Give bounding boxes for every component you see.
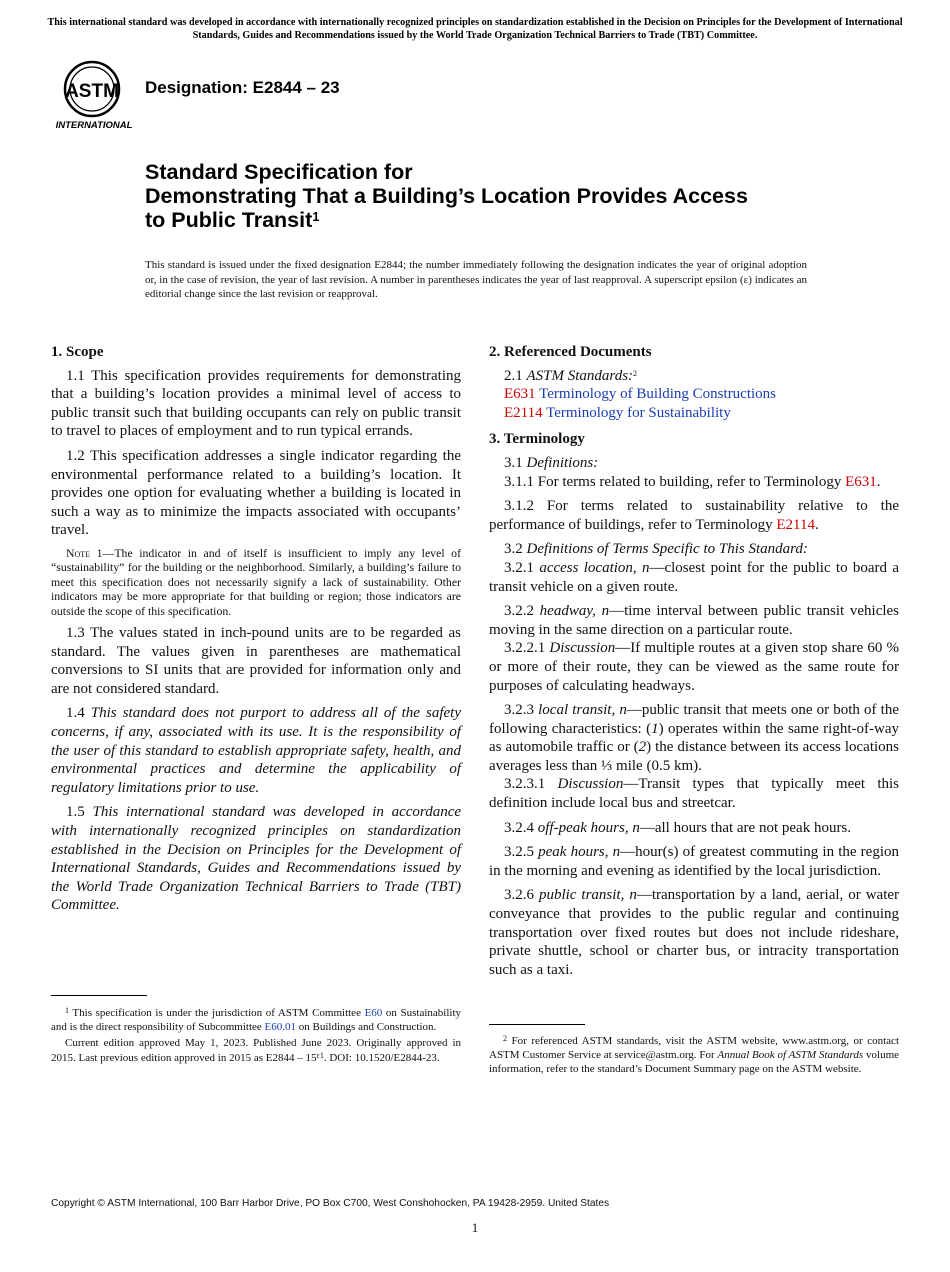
def-number: 3.2.2.1: [504, 640, 546, 657]
note-text: —The indicator in and of itself is insufficient to imply any level of “sustainability” for the building or the neighborhood. Similarly, a building’s failure to meet this specification does not necessarily signify a lack of sustainability. Other indicators may be more appropriate for that building or region; those indicators are outside the scope of this specification.: [51, 545, 461, 618]
para-3-2-label: Definitions of Terms Specific to This Standard:: [526, 541, 808, 558]
def-text: —If multiple routes at a given stop share 60 % or more of their route, they can be viewed as the same route for purposes of calculating headways.: [489, 640, 900, 694]
def-number: 3.2.3: [504, 702, 534, 719]
def-text: —all hours that are not peak hours.: [639, 819, 852, 836]
def-number: 3.2.5: [504, 844, 534, 861]
def-number: 3.2.1: [504, 559, 534, 576]
left-column: [51, 343, 461, 921]
def-term: public transit, n: [538, 887, 637, 904]
astm-logo: [54, 56, 134, 132]
para-1-1: 1.1 This specification provides requirements for demonstrating that a building’s location provides a minimal level of access to public transit such that building occupants can rely on public transit to travel to places of employment and to run typical errands.: [51, 367, 461, 440]
def-text: —closest point for the public to board a transit vehicle on a given route.: [489, 559, 900, 595]
footnote-divider-left: [51, 995, 147, 996]
def-term: off-peak hours, n: [537, 819, 640, 836]
def-term: peak hours, n: [538, 844, 621, 861]
para-3-2: [489, 540, 899, 559]
para-2-1-mark: 2: [633, 368, 638, 378]
header-notice: This international standard was developed in accordance with internationally recognized principles on standardization established in the Decision on Principles for the Development of International Standards, Guides and Recommendations issued by the World Trade Organization Technical Barriers to Trade (TBT) Committee.: [47, 17, 903, 41]
footnote-1: [51, 1006, 461, 1067]
terminology-heading: 3. Terminology: [489, 431, 585, 448]
para-1-5: [51, 803, 461, 915]
para-1-4-number: 1.4: [66, 705, 85, 722]
note-1: [51, 546, 461, 618]
footnote-1-text-a: This specification is under the jurisdiction of ASTM Committee: [72, 1007, 361, 1019]
para-3-1-1-text: 3.1.1 For terms related to building, refer to Terminology: [504, 473, 842, 490]
link-e60[interactable]: E60: [364, 1007, 383, 1019]
def-number: 3.2.6: [504, 887, 534, 904]
def-text: —time interval between public transit vehicles moving in the same direction on a particular route.: [489, 603, 900, 638]
issuance-statement: This standard is issued under the fixed designation E2844; the number immediately following the designation indicates the year of original adoption or, in the case of revision, the year of last revision. A number in parentheses indicates the year of last reapproval. A superscript epsilon (ε) indicates an editorial change since the last revision or reapproval.: [145, 259, 807, 300]
def-headway: [489, 602, 899, 639]
copyright: Copyright © ASTM International, 100 Barr Harbor Drive, PO Box C700, West Conshohocken, PA 19428-2959. United States: [51, 1198, 610, 1209]
def-number: 3.2.3.1: [504, 776, 546, 793]
ref-e2114-code[interactable]: E2114: [504, 404, 543, 421]
discussion-local-transit: [489, 775, 899, 812]
ref-e631-code[interactable]: E631: [504, 386, 536, 403]
def-term: Discussion: [557, 776, 624, 793]
footnote-2-text-b: volume information, refer to the standard’s Document Summary page on the ASTM website.: [489, 1049, 900, 1076]
def-peak-hours: [489, 843, 899, 880]
link-e60-01[interactable]: E60.01: [264, 1021, 297, 1034]
designation: Designation: E2844 – 23: [145, 78, 340, 97]
edition-text: Current edition approved May 1, 2023. Published June 2023. Originally approved in 2015. Last previous edition approved in 2015 as E2844 – 15: [51, 1037, 461, 1064]
ref-e2114[interactable]: [489, 404, 899, 423]
def-number: 3.2.4: [504, 819, 534, 836]
edition-epsilon: ε1: [316, 1050, 324, 1060]
def-off-peak-hours: [489, 819, 899, 838]
para-1-2: 1.2 This specification addresses a single indicator regarding the environmental performance related to a building’s location. It provides one option for evaluating whether a building is located in such a way as to minimize the impacts associated with occupants’ travel.: [51, 447, 461, 539]
para-1-3: 1.3 The values stated in inch-pound units are to be regarded as standard. The values given in parentheses are mathematical conversions to SI units that are provided for information only and are not considered standard.: [51, 624, 461, 697]
footnote-1-text-b: on Sustainability and is the direct responsibility of Subcommittee: [51, 1007, 462, 1034]
logo-wordmark: INTERNATIONAL: [55, 120, 133, 131]
footnote-2: [489, 1034, 899, 1079]
def-number: 3.2.2: [504, 603, 534, 620]
footnote-1-text-c: on Buildings and Construction.: [298, 1021, 437, 1034]
ref-e631-title[interactable]: Terminology of Building Constructions: [539, 386, 777, 403]
def-text: ) operates within the same right-of-way as automobile traffic or (: [489, 720, 899, 756]
para-3-1-label: Definitions:: [526, 454, 599, 471]
title-line-3: to Public Transit: [145, 208, 313, 232]
discussion-headway: [489, 639, 899, 695]
para-3-1: [489, 454, 899, 473]
title-line-2: Demonstrating That a Building’s Location Provides Access: [145, 184, 748, 208]
note-label: Note 1: [66, 545, 103, 560]
def-term: headway, n: [539, 603, 610, 620]
def-term: access location, n: [539, 559, 650, 576]
def-term: local transit, n: [538, 702, 627, 719]
para-2-1-number: 2.1: [504, 367, 523, 384]
def-local-transit: [489, 701, 899, 775]
para-1-5-text: This international standard was developed in accordance with internationally recognized principles on standardization established in the Decision on Principles for the Development of International Standards, Guides and Recommendations issued by the World Trade Organization Technical Barriers to Trade (TBT) Committee.: [51, 804, 462, 914]
para-2-1-label: ASTM Standards:: [526, 367, 634, 384]
footnote-2-text-a: For referenced ASTM standards, visit the ASTM website, www.astm.org, or contact ASTM Customer Service at service@astm.org. For: [489, 1035, 899, 1062]
page-number: 1: [471, 1220, 479, 1235]
logo-mark-text: ASTM: [65, 81, 119, 102]
def-text: —Transit types that typically meet this definition include local bus and streetcar.: [489, 776, 899, 812]
para-3-1-2-text: 3.1.2 For terms related to sustainability relative to the performance of buildings, refer to Terminology: [489, 498, 899, 533]
def-public-transit: [489, 886, 899, 979]
title-footnote-mark: 1: [312, 209, 320, 224]
footnote-2-mark: 2: [503, 1034, 507, 1043]
ref-e2114-title[interactable]: Terminology for Sustainability: [546, 404, 731, 421]
def-text: —public transit that meets one or both of the following characteristics: (: [489, 702, 900, 737]
page-title: [145, 160, 845, 232]
referenced-heading: 2. Referenced Documents: [489, 344, 652, 360]
link-e631[interactable]: E631: [845, 473, 877, 490]
title-line-1: Standard Specification for: [145, 160, 413, 184]
footnote-2-italic: Annual Book of ASTM Standards: [717, 1049, 864, 1062]
para-1-4-text: This standard does not purport to address all of the safety concerns, if any, associated with its use. It is the responsibility of the user of this standard to establish appropriate safety, health, and environmental practices and determine the applicability of regulatory limitations prior to use.: [51, 705, 461, 796]
para-3-1-number: 3.1: [504, 454, 523, 471]
def-access-location: [489, 559, 899, 596]
footnote-1-mark: 1: [65, 1006, 69, 1015]
def-enum: 2: [638, 739, 647, 756]
scope-heading: 1. Scope: [51, 344, 104, 360]
para-3-2-number: 3.2: [504, 541, 523, 558]
right-column: [489, 343, 899, 985]
def-text: ) the distance between its access locations averages less than ⅓ mile (0.5 km).: [489, 739, 899, 774]
para-1-4: [51, 704, 461, 797]
edition-doi: . DOI: 10.1520/E2844-23.: [323, 1051, 440, 1064]
para-1-5-number: 1.5: [66, 804, 85, 821]
link-e2114[interactable]: E2114: [776, 516, 815, 533]
para-2-1: [489, 367, 899, 386]
ref-e631[interactable]: [489, 385, 899, 404]
def-term: Discussion: [549, 640, 616, 657]
def-text: —hour(s) of greatest commuting in the region in the morning and evening as identified by the local jurisdiction.: [489, 844, 900, 879]
para-3-1-1: 3.1.1 For terms related to building, refer to Terminology E631.: [504, 473, 881, 490]
def-enum: 1: [651, 720, 659, 737]
footnote-divider-right: [489, 1024, 585, 1025]
para-3-1-2: 3.1.2 For terms related to sustainability relative to the performance of buildings, refer to Terminology E2114.: [489, 498, 899, 533]
def-text: —transportation by a land, aerial, or water conveyance that provides to the public regular and continuing transportation over fixed routes but does not include rideshare, private shuttle, school or charter bus, or intracity transportation such as a taxi.: [489, 887, 900, 978]
